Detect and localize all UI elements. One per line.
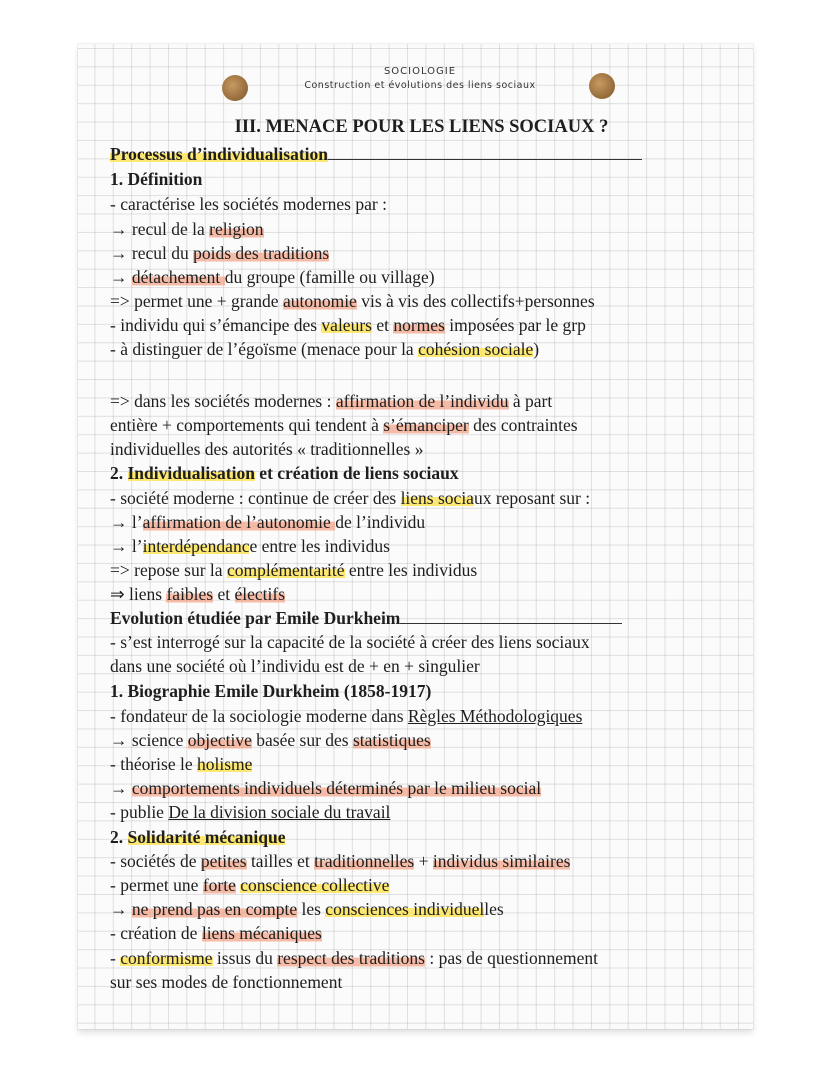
text-line: → détachement du groupe (famille ou village) — [110, 267, 435, 287]
subheading-liens-sociaux: 2. Individualisation et création de liens sociaux — [110, 463, 459, 483]
text-line: - caractérise les sociétés modernes par : — [110, 194, 387, 214]
text-line: entière + comportements qui tendent à s’émanciper des contraintes — [110, 415, 578, 435]
text-line: dans une société où l’individu est de + en + singulier — [110, 656, 480, 676]
subheading-solidarite: 2. Solidarité mécanique — [110, 827, 286, 847]
text-line: individuelles des autorités « traditionnelles » — [110, 439, 424, 459]
text-line: → science objective basée sur des statistiques — [110, 730, 431, 750]
text-line: → l’interdépendance entre les individus — [110, 536, 390, 556]
text-line: - société moderne : continue de créer des liens sociaux reposant sur : — [110, 488, 591, 508]
text-line: => permet une + grande autonomie vis à vis des collectifs+personnes — [110, 291, 595, 311]
text-line: ⇒ liens faibles et électifs — [110, 584, 286, 604]
heading-individualisation: Processus d’individualisation — [110, 143, 642, 165]
text-line: → ne prend pas en compte les consciences individuelles — [110, 899, 504, 919]
subheading-definition: 1. Définition — [110, 169, 203, 189]
text-line: - fondateur de la sociologie moderne dans Règles Méthodologiques — [110, 706, 583, 726]
text-line: → l’affirmation de l’autonomie de l’individu — [110, 512, 426, 532]
heading-durkheim: Evolution étudiée par Emile Durkheim — [110, 607, 622, 629]
text-line: - création de liens mécaniques — [110, 923, 322, 943]
text-line: sur ses modes de fonctionnement — [110, 972, 343, 992]
text-line: → recul du poids des traditions — [110, 243, 330, 263]
text-line: → recul de la religion — [110, 219, 264, 239]
text-line: - permet une forte conscience collective — [110, 875, 390, 895]
text-line: - théorise le holisme — [110, 754, 253, 774]
subject-header: SOCIOLOGIE — [383, 66, 457, 77]
text-line: => dans les sociétés modernes : affirmation de l’individu à part — [110, 391, 553, 411]
punch-hole — [222, 75, 248, 101]
text-line: - publie De la division sociale du travail — [110, 802, 391, 822]
section-title: III. MENACE POUR LES LIENS SOCIAUX ? — [234, 117, 609, 137]
text-line: => repose sur la complémentarité entre les individus — [110, 560, 478, 580]
subheading-biographie: 1. Biographie Emile Durkheim (1858-1917) — [110, 681, 432, 701]
chapter-header: Construction et évolutions des liens sociaux — [304, 80, 536, 91]
text-line: - à distinguer de l’égoïsme (menace pour la cohésion sociale) — [110, 339, 540, 359]
text-line: - conformisme issus du respect des traditions : pas de questionnement — [110, 948, 598, 968]
text-line: - individu qui s’émancipe des valeurs et normes imposées par le grp — [110, 315, 586, 335]
punch-hole — [589, 73, 615, 99]
text-line: - s’est interrogé sur la capacité de la société à créer des liens sociaux — [110, 632, 590, 652]
text-line: - sociétés de petites tailles et traditionnelles + individus similaires — [110, 851, 571, 871]
text-line: → comportements individuels déterminés par le milieu social — [110, 778, 542, 798]
